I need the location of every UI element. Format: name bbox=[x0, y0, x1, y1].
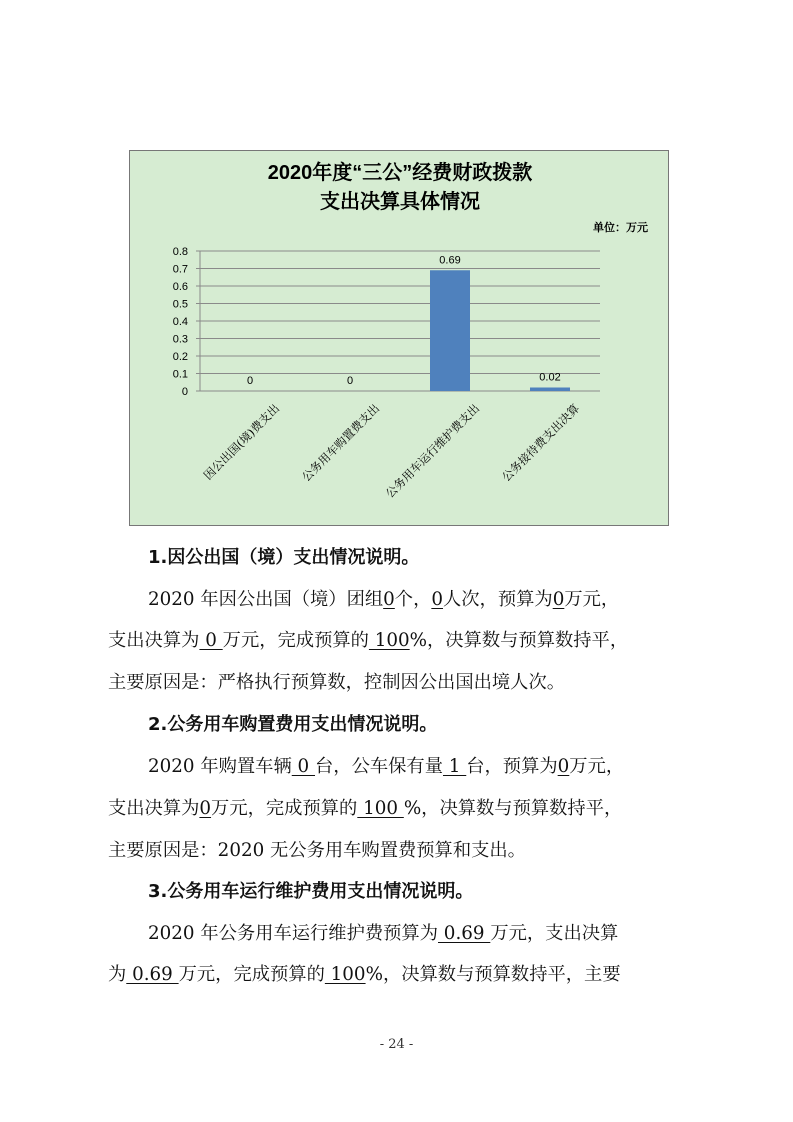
data-label: 0.69 bbox=[439, 254, 461, 267]
section3-paragraph-line1: 2020 年公务用车运行维护费预算为 0.69 万元，支出决算 bbox=[148, 923, 619, 944]
y-tick-label: 0.3 bbox=[172, 333, 188, 346]
x-category-label: 公务接待费支出决算 bbox=[499, 401, 583, 485]
field-group-count: 0 bbox=[383, 589, 395, 610]
field-budget: 0 bbox=[557, 756, 570, 777]
section2-paragraph-line2: 支出决算为0万元，完成预算的 100 %，决算数与预算数持平， bbox=[108, 798, 623, 819]
data-label: 0 bbox=[246, 375, 254, 387]
y-tick-label: 0.8 bbox=[172, 246, 188, 258]
field-final-amount: 0 bbox=[199, 798, 212, 819]
section1-paragraph-line1: 2020 年因公出国（境）团组0个，0人次，预算为0万元， bbox=[148, 589, 620, 610]
y-tick-label: 0.6 bbox=[172, 281, 188, 293]
bar bbox=[430, 270, 470, 391]
section2-heading: 2.公务用车购置费用支出情况说明。 bbox=[148, 714, 438, 735]
data-label: 0.02 bbox=[539, 371, 561, 384]
field-completion-rate: 100 bbox=[324, 964, 366, 985]
y-tick-label: 0.7 bbox=[172, 263, 188, 276]
section3-paragraph-line2: 为 0.69 万元，完成预算的 100%，决算数与预算数持平，主要 bbox=[108, 964, 621, 985]
field-budget: 0.69 bbox=[438, 923, 491, 944]
field-budget: 0 bbox=[552, 589, 565, 610]
field-completion-rate: 100 bbox=[357, 798, 404, 819]
section3-heading: 3.公务用车运行维护费用支出情况说明。 bbox=[148, 881, 474, 902]
chart-unit-label: 单位：万元 bbox=[593, 222, 648, 234]
section2-paragraph-line3: 主要原因是：2020 无公务用车购置费预算和支出。 bbox=[108, 840, 526, 861]
x-category-label: 因公出国(境)费支出 bbox=[200, 401, 283, 483]
section1-paragraph-line2: 支出决算为 0 万元，完成预算的 100%，决算数与预算数持平， bbox=[108, 630, 629, 651]
bar-chart bbox=[129, 150, 669, 526]
chart-title-line2: 支出决算具体情况 bbox=[320, 191, 480, 213]
field-person-count: 0 bbox=[431, 589, 443, 610]
field-final-amount: 0.69 bbox=[126, 964, 179, 985]
section1-heading: 1.因公出国（境）支出情况说明。 bbox=[148, 547, 420, 568]
section2-paragraph-line1: 2020 年购置车辆 0 台，公车保有量 1 台，预算为0万元， bbox=[148, 756, 625, 777]
y-tick-label: 0.4 bbox=[172, 316, 188, 328]
y-tick-label: 0 bbox=[181, 386, 188, 398]
x-category-label: 公务用车运行维护费支出 bbox=[382, 401, 483, 501]
x-category-label: 公务用车购置费支出 bbox=[299, 401, 383, 485]
field-final-amount: 0 bbox=[199, 630, 223, 651]
section1-paragraph-line3: 主要原因是：严格执行预算数，控制因公出国出境人次。 bbox=[108, 672, 566, 693]
bar bbox=[530, 388, 570, 392]
field-completion-rate: 100 bbox=[368, 630, 410, 651]
field-vehicles-owned: 1 bbox=[442, 756, 467, 777]
data-label: 0 bbox=[346, 375, 354, 387]
chart-canvas bbox=[130, 151, 670, 527]
y-tick-label: 0.2 bbox=[172, 351, 188, 363]
y-tick-label: 0.5 bbox=[172, 298, 188, 311]
page-number: - 24 - bbox=[379, 1037, 414, 1052]
field-vehicles-purchased: 0 bbox=[291, 756, 316, 777]
chart-title-line1: 2020年度“三公”经费财政拨款 bbox=[267, 162, 533, 184]
y-tick-label: 0.1 bbox=[172, 368, 188, 381]
